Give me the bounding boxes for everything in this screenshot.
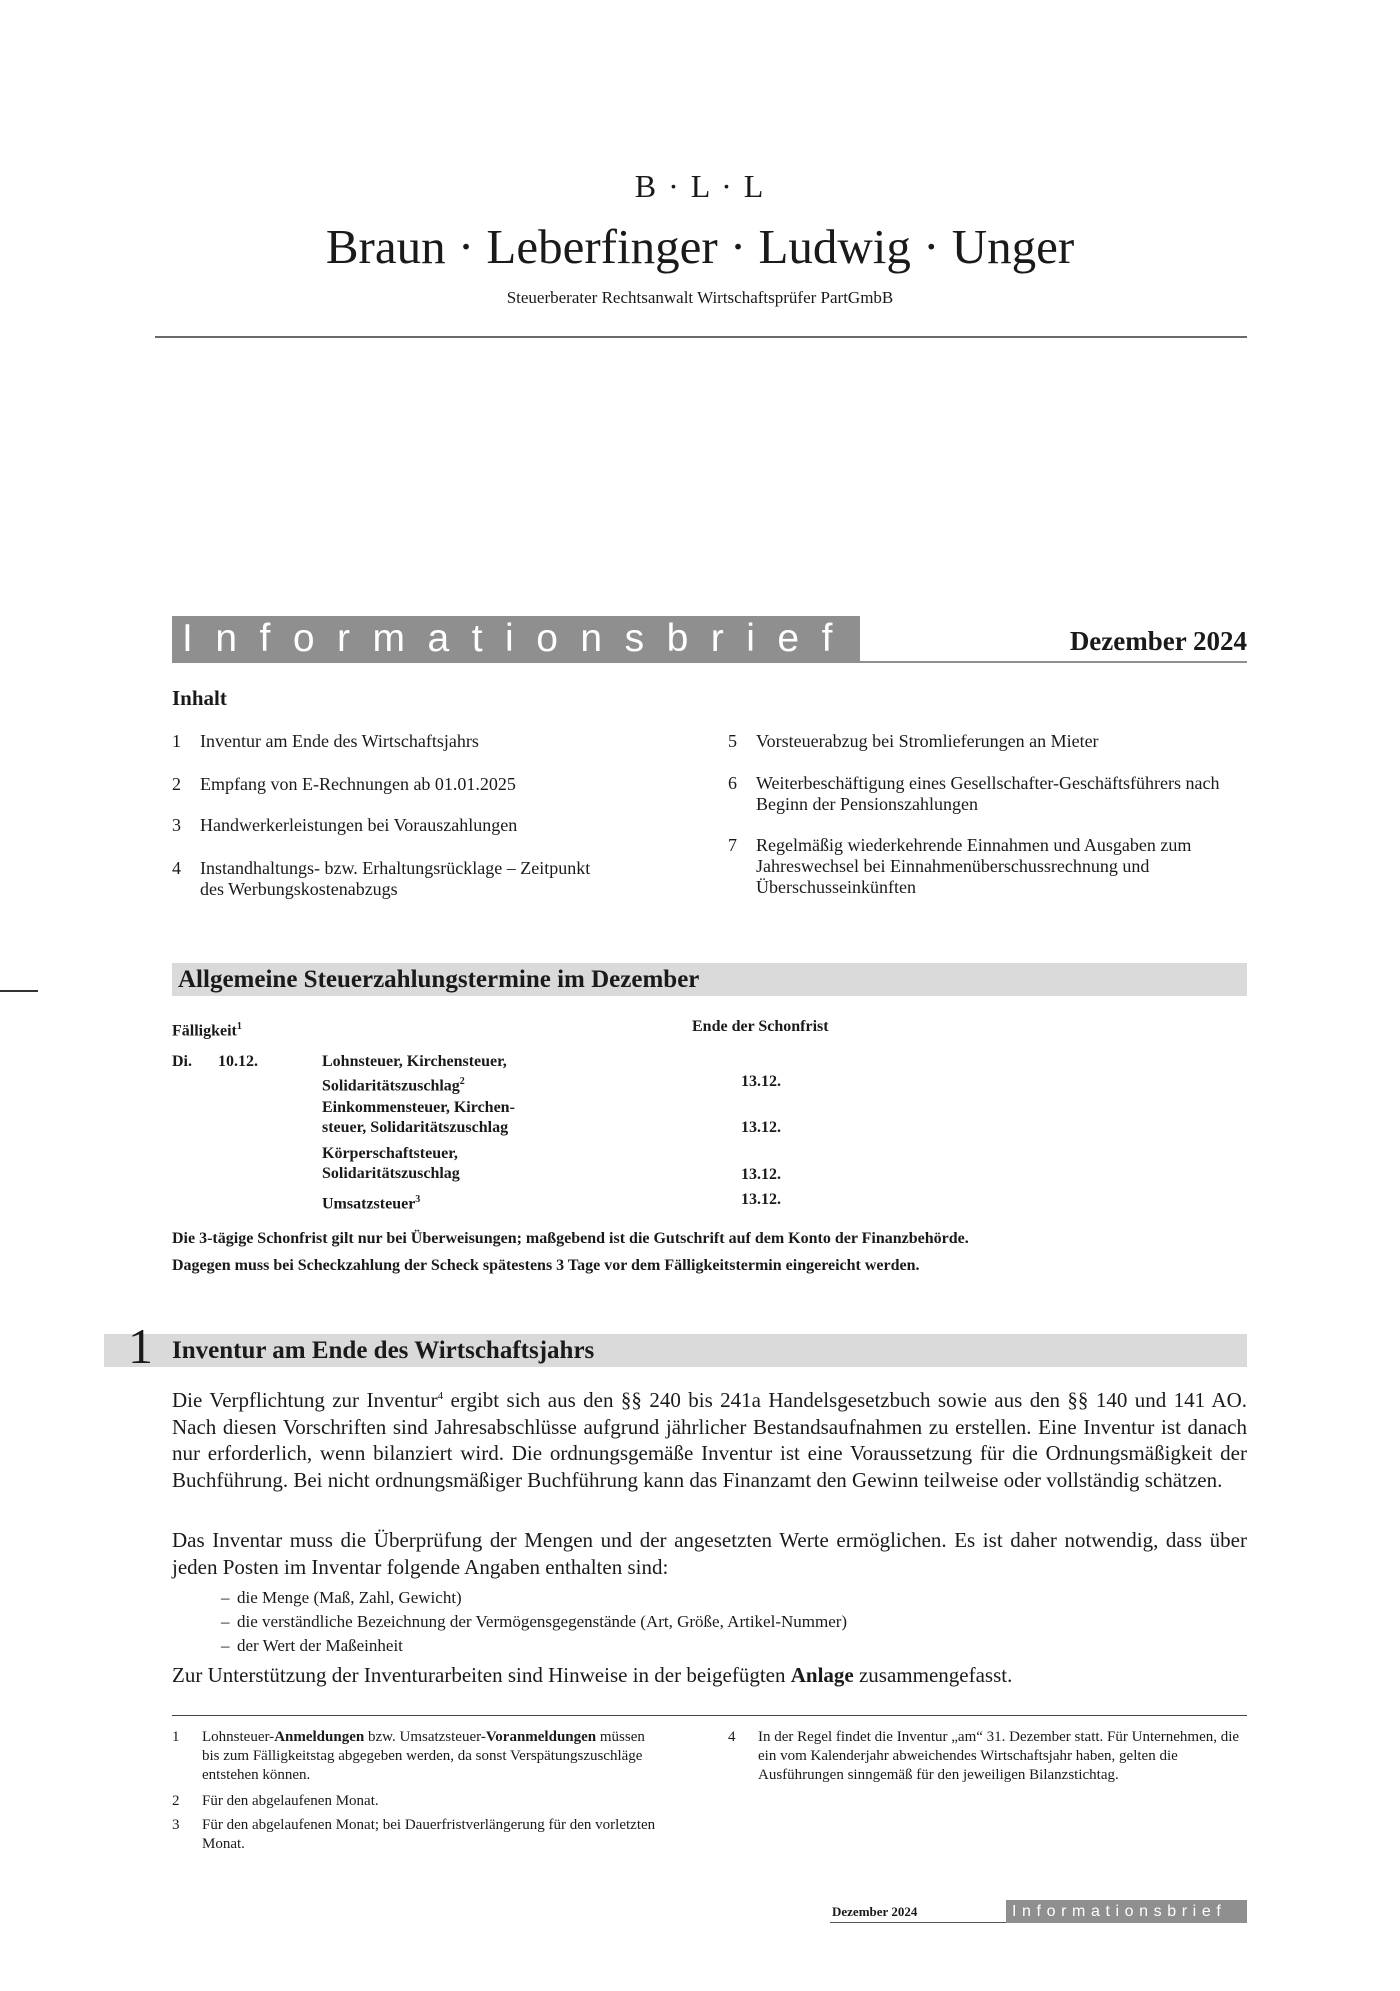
footnote-number: 4	[728, 1729, 736, 1745]
section-1-paragraph: Zur Unterstützung der Inventurarbeiten sind Hinweise in der beigefügten Anlage zusammengefasst.	[172, 1663, 1013, 1687]
margin-fold-mark	[0, 990, 38, 992]
cheque-notice: Dagegen muss bei Scheckzahlung der Scheck spätestens 3 Tage vor dem Fälligkeitstermin eingereicht werden.	[172, 1257, 920, 1274]
grace-date: 13.12.	[741, 1191, 781, 1208]
grace-date: 13.12.	[741, 1119, 781, 1136]
toc-item	[172, 815, 592, 836]
footnote-text: Für den abgelaufenen Monat; bei Dauerfristverlängerung für den vorletzten Monat.	[202, 1817, 656, 1852]
toc-item-text: Weiterbeschäftigung eines Gesellschafter-Geschäftsführers nach Beginn der Pensionszahlungen	[756, 773, 1220, 814]
grace-column-header: Ende der Schonfrist	[692, 1018, 829, 1035]
contents-heading: Inhalt	[172, 686, 227, 710]
toc-item-number: 1	[172, 731, 181, 751]
due-column-header: Fälligkeit$^1$	[172, 1021, 242, 1040]
inventory-bullet: – die Menge (Maß, Zahl, Gewicht)	[237, 1587, 462, 1609]
footer-title: Informationsbrief	[1006, 1900, 1247, 1923]
toc-item	[172, 731, 572, 752]
footnote-number: 3	[172, 1817, 180, 1833]
due-date: 10.12.	[218, 1053, 258, 1070]
toc-item	[728, 773, 1228, 815]
tax-type: Einkommensteuer, Kirchen- steuer, Solidaritätszuschlag	[322, 1099, 515, 1136]
letterhead-divider	[155, 336, 1247, 338]
toc-item	[172, 858, 592, 900]
toc-item-text: Inventur am Ende des Wirtschaftsjahrs	[200, 731, 479, 751]
footer-date: Dezember 2024	[832, 1904, 918, 1919]
toc-item-text: Instandhaltungs- bzw. Erhaltungsrücklage – Zeitpunkt des Werbungskostenabzugs	[200, 858, 591, 899]
masthead-title: Informationsbrief	[172, 616, 860, 662]
firm-name: Braun · Leberfinger · Ludwig · Unger	[325, 219, 1075, 274]
toc-item-number: 4	[172, 858, 181, 878]
toc-item	[172, 774, 572, 795]
toc-item-text: Vorsteuerabzug bei Stromlieferungen an Mieter	[756, 731, 1099, 751]
toc-item	[728, 835, 1247, 898]
tax-dates-heading: Allgemeine Steuerzahlungstermine im Dezember	[178, 966, 700, 993]
grace-period-notice: Die 3-tägige Schonfrist gilt nur bei Überweisungen; maßgebend ist die Gutschrift auf dem Konto der Finanzbehörde.	[172, 1230, 969, 1247]
section-1-paragraph: Die Verpflichtung zur Inventur$^4$ ergibt sich aus den §§ 240 bis 241a Handelsgesetzbuch sowie aus den §§ 140 und 141 AO. Nach diesen Vorschriften sind Jahresabschlüsse aufgrund jährlicher Bestandsaufnahmen zu erstellen. Eine Inventur ist danach nur erforderlich, wenn bilanziert wird. Die ordnungsgemäße Inventur ist eine Voraussetzung für die Ordnungsmäßigkeit der Buchführung. Bei nicht ordnungsmäßiger Buchführung kann das Finanzamt den Gewinn teilweise oder vollständig schätzen.	[172, 1388, 1248, 1492]
footnote-number: 2	[172, 1793, 180, 1809]
toc-item-text: Handwerkerleistungen bei Vorauszahlungen	[200, 815, 518, 835]
footnote	[172, 1816, 662, 1854]
grace-date: 13.12.	[741, 1166, 781, 1183]
toc-item-number: 3	[172, 815, 181, 835]
toc-item	[728, 731, 1247, 752]
inventory-bullet: – der Wert der Maßeinheit	[237, 1635, 403, 1657]
toc-item-number: 7	[728, 835, 737, 855]
section-1-paragraph: Das Inventar muss die Überprüfung der Mengen und der angesetzten Werte ermöglichen. Es ist daher notwendig, dass über jeden Posten im Inventar folgende Angaben enthalten sind:	[172, 1528, 1247, 1579]
toc-item-number: 2	[172, 774, 181, 794]
tax-type: Umsatzsteuer$^3$	[322, 1194, 421, 1213]
tax-type: Lohnsteuer, Kirchensteuer, Solidaritätszuschlag$^2$	[322, 1053, 507, 1095]
footnote-text: Für den abgelaufenen Monat.	[202, 1793, 379, 1809]
toc-item-number: 6	[728, 773, 737, 793]
footnote	[172, 1728, 662, 1785]
tax-type: Körperschaftsteuer, Solidaritätszuschlag	[322, 1145, 460, 1182]
masthead-underline	[172, 661, 1247, 663]
footnote-number: 1	[172, 1729, 180, 1745]
grace-date: 13.12.	[741, 1073, 781, 1090]
toc-item-number: 5	[728, 731, 737, 751]
footnote	[728, 1728, 1247, 1785]
inventory-bullet: – die verständliche Bezeichnung der Vermögensgegenstände (Art, Größe, Artikel-Nummer)	[237, 1611, 847, 1633]
toc-item-text: Empfang von E-Rechnungen ab 01.01.2025	[200, 774, 516, 794]
footnote-text: In der Regel findet die Inventur „am“ 31. Dezember statt. Für Unternehmen, die ein vom Kalenderjahr abweichendes Wirtschaftsjahr haben, gelten die Ausführungen sinngemäß für den jeweiligen Bilanzstichtag.	[758, 1729, 1240, 1783]
toc-item-text: Regelmäßig wiederkehrende Einnahmen und Ausgaben zum Jahreswechsel bei Einnahmenüberschussrechnung und Überschusseinkünften	[756, 835, 1192, 897]
masthead-date: Dezember 2024	[1069, 626, 1247, 656]
firm-abbreviation: B · L · L	[634, 168, 766, 204]
due-day: Di.	[172, 1053, 192, 1070]
section-1-number: 1	[128, 1318, 153, 1374]
footnote-divider	[172, 1715, 1247, 1716]
footnote-text: Lohnsteuer-Anmeldungen bzw. Umsatzsteuer-Voranmeldungen müssen bis zum Fälligkeitstag abgegeben werden, da sonst Verspätungszuschläge entstehen können.	[202, 1729, 645, 1783]
firm-subtitle: Steuerberater Rechtsanwalt Wirtschaftsprüfer PartGmbB	[506, 288, 894, 307]
footnote	[172, 1792, 662, 1811]
section-1-heading: Inventur am Ende des Wirtschaftsjahrs	[172, 1337, 595, 1364]
